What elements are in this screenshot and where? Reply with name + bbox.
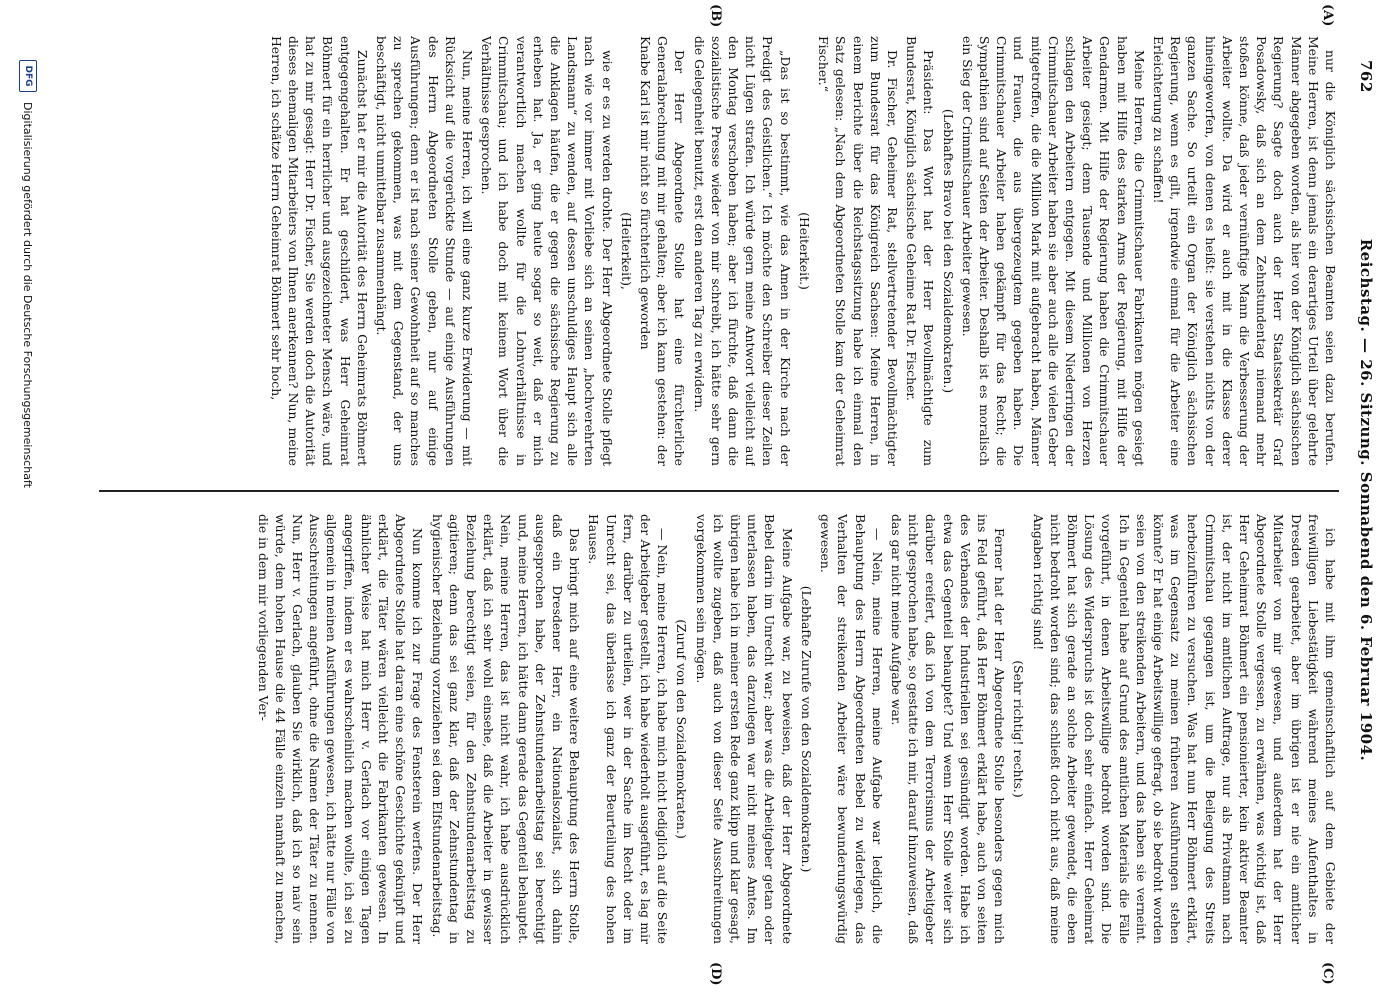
paragraph: nur die Königlich sächsischen Beamten seien dazu berufen. Meine Herren, ist denn jemals ein derartiges Urteil über gelehrte Männer abgegeben worden, als hier von der Königlich sächsischen Regierung? Sagte doch auch der Herr Staatssekretär Graf Posadowsky, daß sich an dem Zehnstundentag niemand mehr stoßen könne, daß jeder vernünftige Mann die Verbesserung der Arbeiter wollte. Da wird er auch mit in die Klasse derer hineingeworfen, von denen es heißt: sie verstehen nichts von der ganzen Sache. So urteilt ein Organ der Königlich sächsischen Regierung, wenn es gilt, irgendwie einmal für die Arbeiter eine Erleichterung zu schaffen! <box>1150 36 1338 466</box>
paragraph: (Lebhaftes Bravo bei den Sozialdemokraten.) <box>940 108 956 394</box>
page-footer <box>13 60 43 940</box>
paragraph: Ferner hat der Herr Abgeordnete Stolle besonders gegen mich ins Feld geführt, daß Herr Böhmert erklärt habe, auch von seiten des Verbandes der Industriellen sei gesündigt worden. Habe ich etwa das Gegenteil behauptet? Und wenn Herr Stolle weiter sich darüber ereifert, daß ich von dem Terrorismus der Arbeitgeber nicht gesprochen habe, so gestatte ich mir, darauf hinzuweisen, daß das gar nicht meine Aufgabe war. <box>888 514 1008 944</box>
paragraph: Präsident: Das Wort hat der Herr Bevollmächtigte zum Bundesrat, Königlich sächsische Geheime Rat Dr. Fischer. <box>904 36 937 466</box>
paragraph: ich habe mit ihm gemeinschaftlich auf dem Gebiete der freiwilligen Liebestätigkeit während meines Aufenthaltes in Dresden gearbeitet, aber im übrigen ist er nie ein amtlicher Mitarbeiter von mir gewesen, und außerdem hat der Herr Abgeordnete Stolle vergessen, zu erwähnen, was wichtig ist, daß Herr Geheimrat Böhmert ein pensionierter, kein aktiver Beamter ist, der nicht im amtlichen Auftrage, nur als Privatmann nach Crimmitschau gegangen ist, um die Beilegung des Streits herbeizuführen zu versuchen. Was hat nun Herr Böhmert erklärt, was im Gegensatz zu meinen früheren Ausführungen stehen könnte? Er hat einige Arbeitswillige gefragt, ob sie bedroht worden seien von den streikenden Arbeitern, und das haben sie verneint. Ich in Gegenteil habe auf Grund des amtlichen Materials die Fälle vorgeführt, in denen Arbeitswillige bedroht worden sind. Die Lösung des Widerspruchs ist doch sehr einfach. Herr Geheimrat Böhmert hat sich gerade an solche Arbeiter gewendet, die eben nicht bedroht worden sind; das schließt doch nicht aus, daß meine Angaben richtig sind! <box>1030 514 1338 944</box>
paragraph: „Das ist so bestimmt, wie das Amen in der Kirche nach der Predigt des Geistlichen.“ Ich möchte den Schreiber dieser Zeilen nicht Lügen strafen. Ich würde gern meine Antwort vielleicht auf den Montag verschoben haben; aber ich fürchte, daß dann die sozialistische Presse wieder von mir schreibt, ich hätte sehr gern die Gelegenheit benutzt, erst den anderen Tag zu erwidern. <box>691 36 793 466</box>
paragraph: Meine Herren, die Crimmitschauer Fabrikanten mögen gesiegt haben mit Hilfe des starken Arms der Regierung, mit Hilfe der Gendarmen. Mit Hilfe der Regierung haben die Crimmitschauer Arbeiter gesiegt; denn Tausende und Millionen von Herzen schlagen den Arbeitern entgegen. Mit diesem Niederringen der Crimmitschauer Arbeiter haben sie aber auch alle die vielen Geber mitgetroffen, die die Million Mark mit aufgebracht haben, Männer und Frauen, die aus übergezeugtem gegeben haben. Die Crimmitschauer Arbeiter haben gekämpft für das Recht; die Sympathien sind auf Seiten der Arbeiter. Deshalb ist es moralisch ein Sieg der Crimmitschauer Arbeiter gewesen. <box>959 36 1147 466</box>
margin-marker-a: (A) <box>1320 4 1335 27</box>
paragraph: Dr. Fischer, Geheimer Rat, stellvertretender Bevollmächtigter zum Bundesrat für das Königreich Sachsen: Meine Herren, in einem Berichte über die Reichstagssitzung habe ich einmal den Satz gelesen: „Nach dem Abgeordneten Stolle kam der Geheimrat Fischer.“ <box>816 36 900 466</box>
paragraph: (Heiterkeit), <box>618 212 634 290</box>
right-column <box>99 514 1339 944</box>
dfg-logo-icon: DFG <box>19 60 37 92</box>
paragraph: Nun komme ich zur Frage des Fensterein werfens. Der Herr Abgeordnete Stolle hat daran eine schöne Geschichte geknüpft und erklärt, die Täter wären vielleicht die Fabrikanten gewesen. In ähnlicher Weise hat mich Herr v. Gerlach vor einigen Tagen angegriffen, indem er es wahrscheinlich machen wollte, ich sei zu allgemein in meinen Ausführungen gewesen, ich hätte nur Fälle von Ausschreitungen angeführt, ohne die Namen der Täter zu nennen. Nun, Herr v. Gerlach, glauben Sie wirklich, daß ich so naiv sein würde, dem hohen Hause die 44 Fälle einzeln namhaft zu machen, die in dem mir vorliegenden Ver- <box>255 514 426 944</box>
column-divider <box>99 490 1339 492</box>
page-number: 762 <box>1357 60 1375 93</box>
paragraph: wie er es zu werden drohte. Der Herr Abgeordnete Stolle pflegt nach wie vor immer mit Vorliebe sich an seinen „hochverehrten Landsmann“ zu wenden, auf dessen unschuldiges Haupt sich alle die Anklagen häufen, die er gegen die sächsische Regierung zu erheben hat. Ja, er ging heute sogar so weit, daß er mich verantwortlich machen wollte für die Lohnverhältnisse in Crimmitschau; und ich habe doch mit keinem Wort über die Verhältnisse gesprochen. <box>479 36 615 466</box>
paragraph: — Nein, meine Herren, meine Aufgabe war lediglich, die Behauptung des Herrn Abgeordneten Bebel zu widerlegen, das Verhalten der streikenden Arbeiter wäre bewunderungswürdig gewesen. <box>818 514 885 944</box>
paragraph: Meine Aufgabe war, zu beweisen, daß der Herr Abgeordnete Bebel darin im Unrecht war; aber was die Arbeitgeber getan oder unterlassen haben, das darzulegen war nicht meines Amtes. Im übrigen habe ich in meiner ersten Rede ganz klipp und klar gesagt, ich wollte zugeben, daß auch von dieser Seite Ausschreitungen vorgekommen sein mögen. <box>693 514 795 944</box>
margin-marker-d: (D) <box>708 962 723 986</box>
page-header <box>1349 60 1383 940</box>
paragraph: Der Herr Abgeordnete Stolle hat eine fürchterliche Generalabrechnung mit mir gehalten; aber ich kann gestehen: der Knabe Karl ist mir nicht so fürchterlich geworden <box>638 36 688 466</box>
paragraph: Zunächst hat er mir die Autorität des Herrn Geheimrats Böhmert entgegengehalten. Er hat geschildert, was Herr Geheimrat Böhmert für ein herrlicher und ausgezeichneter Mensch wäre, und hat zu mir gesagt: Herr Dr. Fischer, Sie werden doch die Autorität dieses ehemaligen Mitarbeiters von Ihnen anerkennen? Nun, meine Herren, ich schätze Herrn Geheimrat Böhmert sehr hoch, <box>268 36 370 466</box>
margin-marker-c: (C) <box>1320 962 1335 985</box>
paragraph: (Heiterkeit.) <box>796 212 812 290</box>
paragraph: Das bringt mich auf eine weitere Behauptung des Herrn Stolle, daß ein Dresdener Herr, ein Nationalsozialist, sich dahin ausgesprochen habe, der Zehnstundenarbeitstag sei berechtigt und, meine Herren, ich hätte dann gerade das Gegenteil behauptet. Nein, meine Herren, das ist nicht wahr, ich habe ausdrücklich erklärt, daß ich sehr wohl einsehe, daß die Arbeiter in gewisser Beziehung berechtigt seien, für den Zehnstundenarbeitstag zu agitieren; denn das sei ganz klar, daß der Zehnstundentag in hygienischer Beziehung vorzuziehen sei dem Elfstundenarbeitstag. <box>429 514 583 944</box>
paragraph: (Lebhafte Zurufe von den Sozialdemokraten.) <box>798 585 814 873</box>
left-column <box>99 36 1339 466</box>
paragraph: (Sehr richtig! rechts.) <box>1011 660 1027 798</box>
paragraph: Nun, meine Herren, ich will eine ganz kurze Erwiderung — mit Rücksicht auf die vorgerückte Stunde — auf einige Ausführungen des Herrn Abgeordneten Stolle geben, nur auf einige Ausführungen; denn er ist nach seiner Gewohnheit auf so manches zu sprechen gekommen, was mit dem Gegenstand, der uns beschäftigt, nicht unmittelbar zusammenhängt. <box>374 36 476 466</box>
margin-marker-b: (B) <box>708 4 723 28</box>
footer-text: Digitalisierung gefördert durch die Deutsche Forschungsgemeinschaft <box>21 102 35 488</box>
paragraph: (Zuruf von den Sozialdemokraten.) <box>674 619 690 839</box>
paragraph: — Nein, meine Herren, ich habe mich nicht lediglich auf die Seite der Arbeitgeber gestellt, ich habe wiederholt ausgeführt, es lag mir fern, darüber zu urteilen, wer in der Sache im Recht oder im Unrecht sei, das überlasse ich ganz der Beurteilung des hohen Hauses. <box>586 514 671 944</box>
page-title: Reichstag. — 26. Sitzung. Sonnabend den 6. Februar 1904. <box>1357 238 1375 762</box>
